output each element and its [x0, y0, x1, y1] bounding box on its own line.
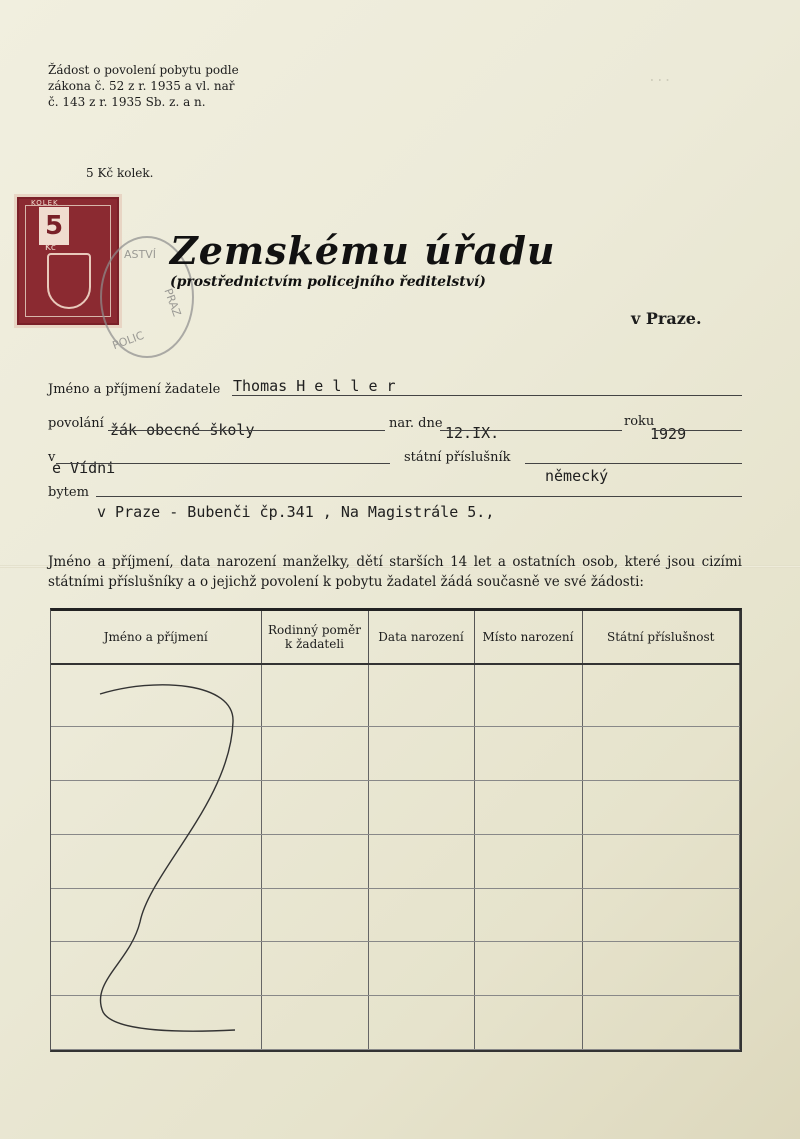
postmark-text-right: PRAZ — [161, 286, 184, 319]
table-cell — [582, 942, 740, 996]
table-cell — [582, 888, 740, 942]
residence-underline-1 — [96, 496, 742, 497]
table-cell — [368, 727, 474, 781]
born-label: nar. dne — [389, 416, 443, 431]
col-header-citizenship: Státní příslušnost — [582, 611, 740, 664]
citizenship-value: německý — [545, 467, 609, 485]
col-header-name: Jméno a příjmení — [51, 611, 261, 664]
table-cell — [474, 942, 582, 996]
col-header-relation: Rodinný poměr k žadateli — [261, 611, 368, 664]
table-cell — [368, 834, 474, 888]
form-reference — [48, 62, 239, 110]
name-value: Thomas H e l l e r — [233, 377, 396, 395]
form-reference-line-3: č. 143 z r. 1935 Sb. z. a n. — [48, 95, 206, 109]
table-cell — [261, 781, 368, 835]
year-label: roku — [624, 414, 655, 429]
table-cell — [474, 664, 582, 727]
name-label: Jméno a příjmení žadatele — [48, 382, 221, 397]
table-cell — [582, 664, 740, 727]
table-cell — [368, 942, 474, 996]
table-header-row — [51, 611, 740, 664]
handwritten-cancel-mark — [95, 682, 245, 1042]
form-reference-line-2: zákona č. 52 z r. 1935 a vl. nař — [48, 79, 235, 93]
table-cell — [261, 727, 368, 781]
form-reference-line-1: Žádost o povolení pobytu podle — [48, 63, 239, 77]
place-value: e Vídni — [52, 459, 116, 477]
addressee-subtitle: (prostřednictvím policejního ředitelství) — [170, 274, 486, 290]
table-cell — [582, 727, 740, 781]
table-cell — [474, 727, 582, 781]
table-cell — [368, 996, 474, 1050]
year-value: 1929 — [650, 425, 687, 443]
table-cell — [368, 664, 474, 727]
stamp-fee-label: 5 Kč kolek. — [86, 166, 154, 180]
occupation-value: žák obecné školy — [110, 421, 255, 439]
table-cell — [474, 834, 582, 888]
col-header-birth-date: Data narození — [368, 611, 474, 664]
occupation-label: povolání — [48, 416, 104, 431]
table-cell — [474, 996, 582, 1050]
table-cell — [474, 888, 582, 942]
addressee-title: Zemskému úřadu — [170, 228, 556, 273]
col-header-birth-place: Místo narození — [474, 611, 582, 664]
table-cell — [261, 996, 368, 1050]
residence-value: v Praze - Bubenči čp.341 , Na Magistrále 5., — [97, 503, 495, 521]
table-cell — [261, 942, 368, 996]
born-underline — [440, 430, 622, 431]
residence-label: bytem — [48, 485, 89, 500]
place-underline — [56, 463, 390, 464]
table-cell — [368, 781, 474, 835]
occupation-underline — [108, 430, 385, 431]
table-cell — [582, 781, 740, 835]
instructions-paragraph: Jméno a příjmení, data narození manželky, dětí starších 14 let a ostatních osob, které jsou cizími státními příslušníky a o jejichž povolení k pobytu žadatel žádá současně ve své žádosti: — [48, 554, 742, 590]
stamp-word: KOLEK — [31, 199, 59, 207]
table-cell — [368, 888, 474, 942]
addressee-city: v Praze. — [631, 309, 702, 328]
table-cell — [582, 834, 740, 888]
name-underline — [232, 395, 742, 396]
citizenship-underline — [525, 463, 742, 464]
born-value: 12.IX. — [445, 424, 500, 442]
citizenship-label: státní příslušník — [404, 450, 511, 465]
table-cell — [261, 888, 368, 942]
postmark-text-bottom: POLIC — [110, 328, 146, 353]
lion-emblem-icon — [47, 253, 91, 309]
table-cell — [582, 996, 740, 1050]
place-prefix: v — [48, 450, 56, 465]
table-cell — [261, 834, 368, 888]
table-cell — [474, 781, 582, 835]
table-cell — [261, 664, 368, 727]
postmark-text-top: ASTVÍ — [124, 248, 156, 261]
stamp-value: 5 — [39, 207, 69, 245]
bleed-through-text: ... — [648, 70, 672, 85]
year-underline — [656, 430, 742, 431]
stamp-currency: Kč — [45, 243, 56, 253]
